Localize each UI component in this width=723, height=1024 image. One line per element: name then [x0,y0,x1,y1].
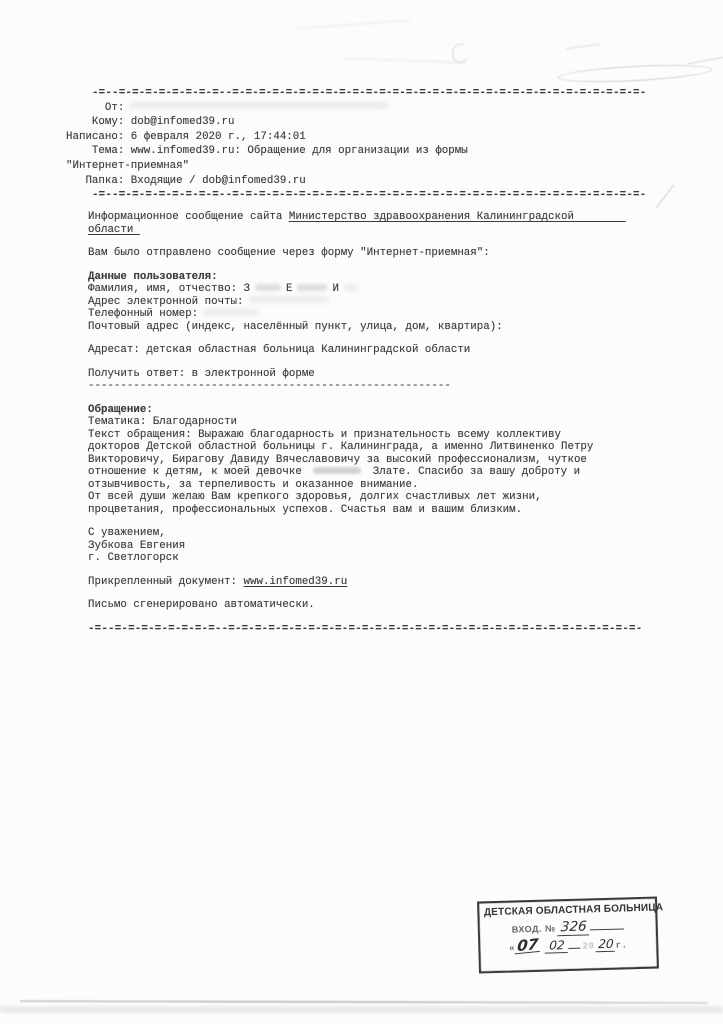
pencil-mark [558,62,713,85]
header-line-subject-wrap: "Интернет-приемная" [66,159,190,172]
header-line-folder: Папка: Входящие / dob@infomed39.ru [66,174,306,187]
phone-line: Телефонный номер: [88,308,688,321]
pencil-mark [295,20,410,29]
stamp-hospital-title: ДЕТСКАЯ ОБЛАСТНАЯ БОЛЬНИЦА [483,902,664,919]
scan-page-shadow [0,1006,723,1013]
separator-line: -=--=-=-=-=-=-=-=-=--=-=-=-=-=-=-=-=-=-=-=-=-=-=-=-=-=-=-=-=-=-=-=-=-=-=-=-=-=-=-=- [92,189,647,202]
appeal-topic: Тематика: Благодарности [88,416,238,428]
signature-block [88,527,688,565]
from-label: От: [66,101,125,114]
intro-paragraph [88,211,688,236]
appeal-section [88,404,688,517]
redacted-phone [203,309,258,316]
pencil-mark [345,58,465,63]
stamp-year-suffix: г. [615,940,628,951]
auto-note-paragraph [88,599,688,612]
addressee-paragraph [88,344,688,357]
header-line-to: Кому: dob@infomed39.ru [66,116,235,129]
pencil-mark [655,184,674,208]
appeal-text-line: Викторовичу, Бирагову Давиду Вячеславовичу за высокий профессионализм, чуткое [88,453,587,466]
pencil-mark [566,44,600,50]
auto-note: Письмо сгенерировано автоматически. [88,599,315,611]
stamp-underline [590,918,624,930]
user-data-section [88,271,688,334]
user-data-title: Данные пользователя: [88,270,218,283]
appeal-text-line: процветания, профессиональных успехов. Счастья вам и вашим близким. [88,503,523,516]
ministry-link-wrap: области [88,223,140,236]
stamp-entry-number-handwritten: 326 [557,918,590,936]
email-header [66,86,646,203]
stamp-year-handwritten: 20 [596,937,616,953]
addressee: Адресат: детская областная больница Калининградской области [88,344,471,356]
scan-page-edge [20,1000,708,1004]
signature-city: г. Светлогорск [88,552,179,564]
intro-text: Информационное сообщение сайта [88,211,289,223]
pencil-mark [688,57,723,64]
redacted-email [249,296,329,303]
stamp-entry-label: ВХОД. № [511,923,556,935]
stamp-quote: « [509,943,516,954]
appeal-text-line: От всей души желаю Вам крепкого здоровья, долгих счастливых лет жизни, [88,491,542,503]
appeal-text-line: отношение к детям, к моей девочке Злате. Спасибо за вашу доброту и [88,466,581,478]
stamp-year-preprint: 20 [582,941,595,952]
appeal-text-line: Текст обращения: Выражаю благодарность и признательность всему коллективу [88,428,561,441]
fio-line: Фамилия, имя, отчество: З Е И [88,283,688,296]
redacted-surname [255,284,281,291]
incoming-stamp [477,897,664,974]
redacted-child-surname [313,467,361,474]
reply-form: Получить ответ: в электронной форме [88,367,315,380]
signature-name: Зубкова Евгения [88,539,186,552]
sent-note: Вам было отправлено сообщение через форму "Интернет-приемная": [88,247,490,259]
ministry-link: Министерство здравоохранения Калининградской [288,211,626,223]
pencil-mark [450,42,470,64]
header-line-from [66,101,646,116]
appeal-text-line: отзывчивость, за терпеливость и оказанное внимание. [88,478,419,491]
appeal-text-line: докторов Детской областной больницы г. Калининграда, а именно Литвиненко Петру [88,441,594,453]
email-body [88,211,688,635]
stamp-underline [568,938,580,949]
sent-note-paragraph [88,247,688,260]
dash-separator: -------------------------------------------------------- [88,380,451,392]
appeal-title: Обращение: [88,403,153,416]
attachment-paragraph [88,576,688,589]
redacted-name [297,284,327,291]
email-line: Адрес электронной почты: [88,296,688,309]
attachment-label: Прикрепленный документ: [88,575,244,588]
separator-line: -=--=-=-=-=-=-=-=-=--=-=-=-=-=-=-=-=-=-=-=-=-=-=-=-=-=-=-=-=-=-=-=-=-=-=-=-=-=-=-=- [92,87,647,99]
stamp-day-handwritten: 07 [516,935,539,956]
header-line-subject: Тема: www.infomed39.ru: Обращение для организации из формы [66,145,468,158]
stamp-month-handwritten: 02 [545,938,569,954]
header-line-written: Написано: 6 февраля 2020 г., 17:44:01 [66,130,306,143]
redacted-from-value [129,102,389,109]
separator-line-bottom: -=--=-=-=-=-=-=-=-=--=-=-=-=-=-=-=-=-=-=-=-=-=-=-=-=-=-=-=-=-=-=-=-=-=-=-=-=-=-=-=- [88,622,643,635]
attachment-link: www.infomed39.ru [243,575,348,588]
signature-line: С уважением, [88,527,166,539]
redacted-patronymic [344,284,358,291]
stamp-entry-row [482,917,654,939]
stamp-date-row [482,936,654,956]
reply-form-paragraph [88,368,688,393]
postal-line: Почтовый адрес (индекс, населённый пункт, улица, дом, квартира): [88,320,503,333]
